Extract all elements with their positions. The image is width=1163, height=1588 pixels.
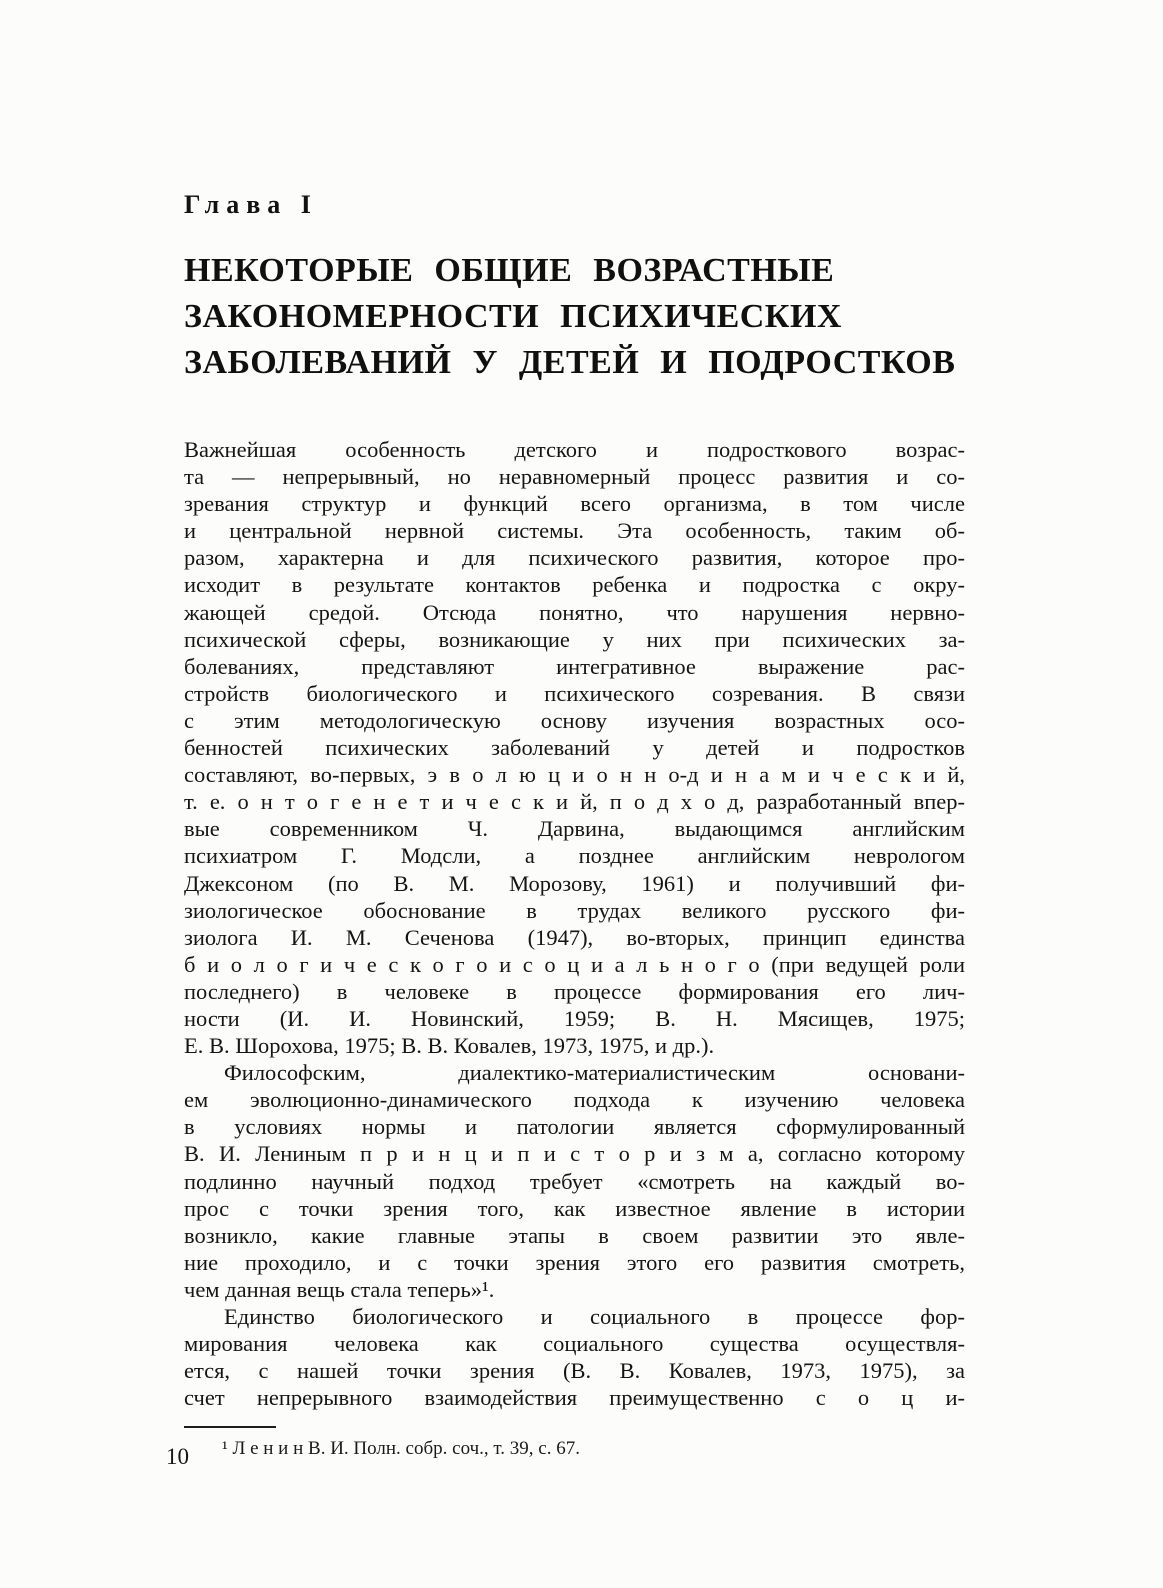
text-line: счет непрерывного взаимодействия преимущественно с о ц и- <box>184 1385 965 1411</box>
text-line: та — непрерывный, но неравномерный процесс развития и со- <box>184 464 965 490</box>
text-line: ности (И. И. Новинский, 1959; В. Н. Мясищев, 1975; <box>184 1005 965 1031</box>
text-line: жающей средой. Отсюда понятно, что нарушения нервно- <box>184 599 965 625</box>
text-line: ние проходило, и с точки зрения этого его развития смотреть, <box>184 1249 965 1275</box>
footnote-divider <box>184 1426 276 1428</box>
text-line: Важнейшая особенность детского и подросткового возрас- <box>184 437 965 462</box>
text-line: болеваниях, представляют интегративное выражение рас- <box>184 653 965 679</box>
text-line: зревания структур и функций всего организма, в том числе <box>184 491 965 517</box>
text-line: и центральной нервной системы. Эта особенность, таким об- <box>184 518 965 544</box>
text-line: Джексоном (по В. М. Морозову, 1961) и получивший фи- <box>184 870 965 896</box>
chapter-title-line: НЕКОТОРЫЕ ОБЩИЕ ВОЗРАСТНЫЕ <box>184 252 835 289</box>
text-line: вые современником Ч. Дарвина, выдающимся английским <box>184 816 965 842</box>
chapter-title <box>184 248 965 386</box>
paragraph <box>184 436 965 1059</box>
text-line: составляют, во-первых, э в о л ю ц и о н н о-д и н а м и ч е с к и й, <box>184 762 965 788</box>
text-line: мирования человека как социального существа осуществля- <box>184 1331 965 1357</box>
text-line: б и о л о г и ч е с к о г о и с о ц и а л ь н о г о (при ведущей роли <box>184 951 965 977</box>
text-line: Философским, диалектико-материалистическим основани- <box>224 1060 965 1086</box>
chapter-title-line: ЗАКОНОМЕРНОСТИ ПСИХИЧЕСКИХ <box>184 298 842 335</box>
text-line: в условиях нормы и патологии является сформулированный <box>184 1114 965 1140</box>
paragraph <box>184 1059 965 1303</box>
text-line: чем данная вещь стала теперь»¹. <box>184 1276 495 1302</box>
text-line: исходит в результате контактов ребенка и подростка с окру- <box>184 572 965 598</box>
page-content <box>184 190 965 1461</box>
chapter-title-line: ЗАБОЛЕВАНИЙ У ДЕТЕЙ И ПОДРОСТКОВ <box>184 344 956 381</box>
page-number: 10 <box>166 1444 189 1469</box>
text-line: прос с точки зрения того, как известное явление в истории <box>184 1195 965 1221</box>
paragraph <box>184 1303 965 1411</box>
text-line: с этим методологическую основу изучения возрастных осо- <box>184 707 965 733</box>
text-line: зиологическое обоснование в трудах великого русского фи- <box>184 897 965 923</box>
chapter-label: Глава I <box>184 190 318 219</box>
text-line: разом, характерна и для психического развития, которое про- <box>184 545 965 571</box>
text-line: возникло, какие главные этапы в своем развитии это явле- <box>184 1222 965 1248</box>
text-line: психиатром Г. Модсли, а позднее английским неврологом <box>184 843 965 869</box>
text-line: В. И. Лениным п р и н ц и п и с т о р и з м а, согласно которому <box>184 1141 965 1167</box>
body-text <box>184 436 965 1411</box>
text-line: психической сферы, возникающие у них при психических за- <box>184 626 965 652</box>
text-line: ем эволюционно-динамического подхода к изучению человека <box>184 1087 965 1113</box>
text-line: бенностей психических заболеваний у детей и подростков <box>184 735 965 761</box>
text-line: стройств биологического и психического созревания. В связи <box>184 680 965 706</box>
footnote: ¹ Л е н и н В. И. Полн. собр. соч., т. 39, с. 67. <box>222 1438 580 1460</box>
text-line: ется, с нашей точки зрения (В. В. Ковалев, 1973, 1975), за <box>184 1358 965 1384</box>
text-line: подлинно научный подход требует «смотреть на каждый во- <box>184 1168 965 1194</box>
text-line: Е. В. Шорохова, 1975; В. В. Ковалев, 1973, 1975, и др.). <box>184 1033 715 1059</box>
text-line: зиолога И. М. Сеченова (1947), во-вторых, принцип единства <box>184 924 965 950</box>
text-line: Единство биологического и социального в процессе фор- <box>224 1304 965 1329</box>
text-line: т. е. о н т о г е н е т и ч е с к и й, п о д х о д, разработанный впер- <box>184 789 965 815</box>
text-line: последнего) в человеке в процессе формирования его лич- <box>184 978 965 1004</box>
